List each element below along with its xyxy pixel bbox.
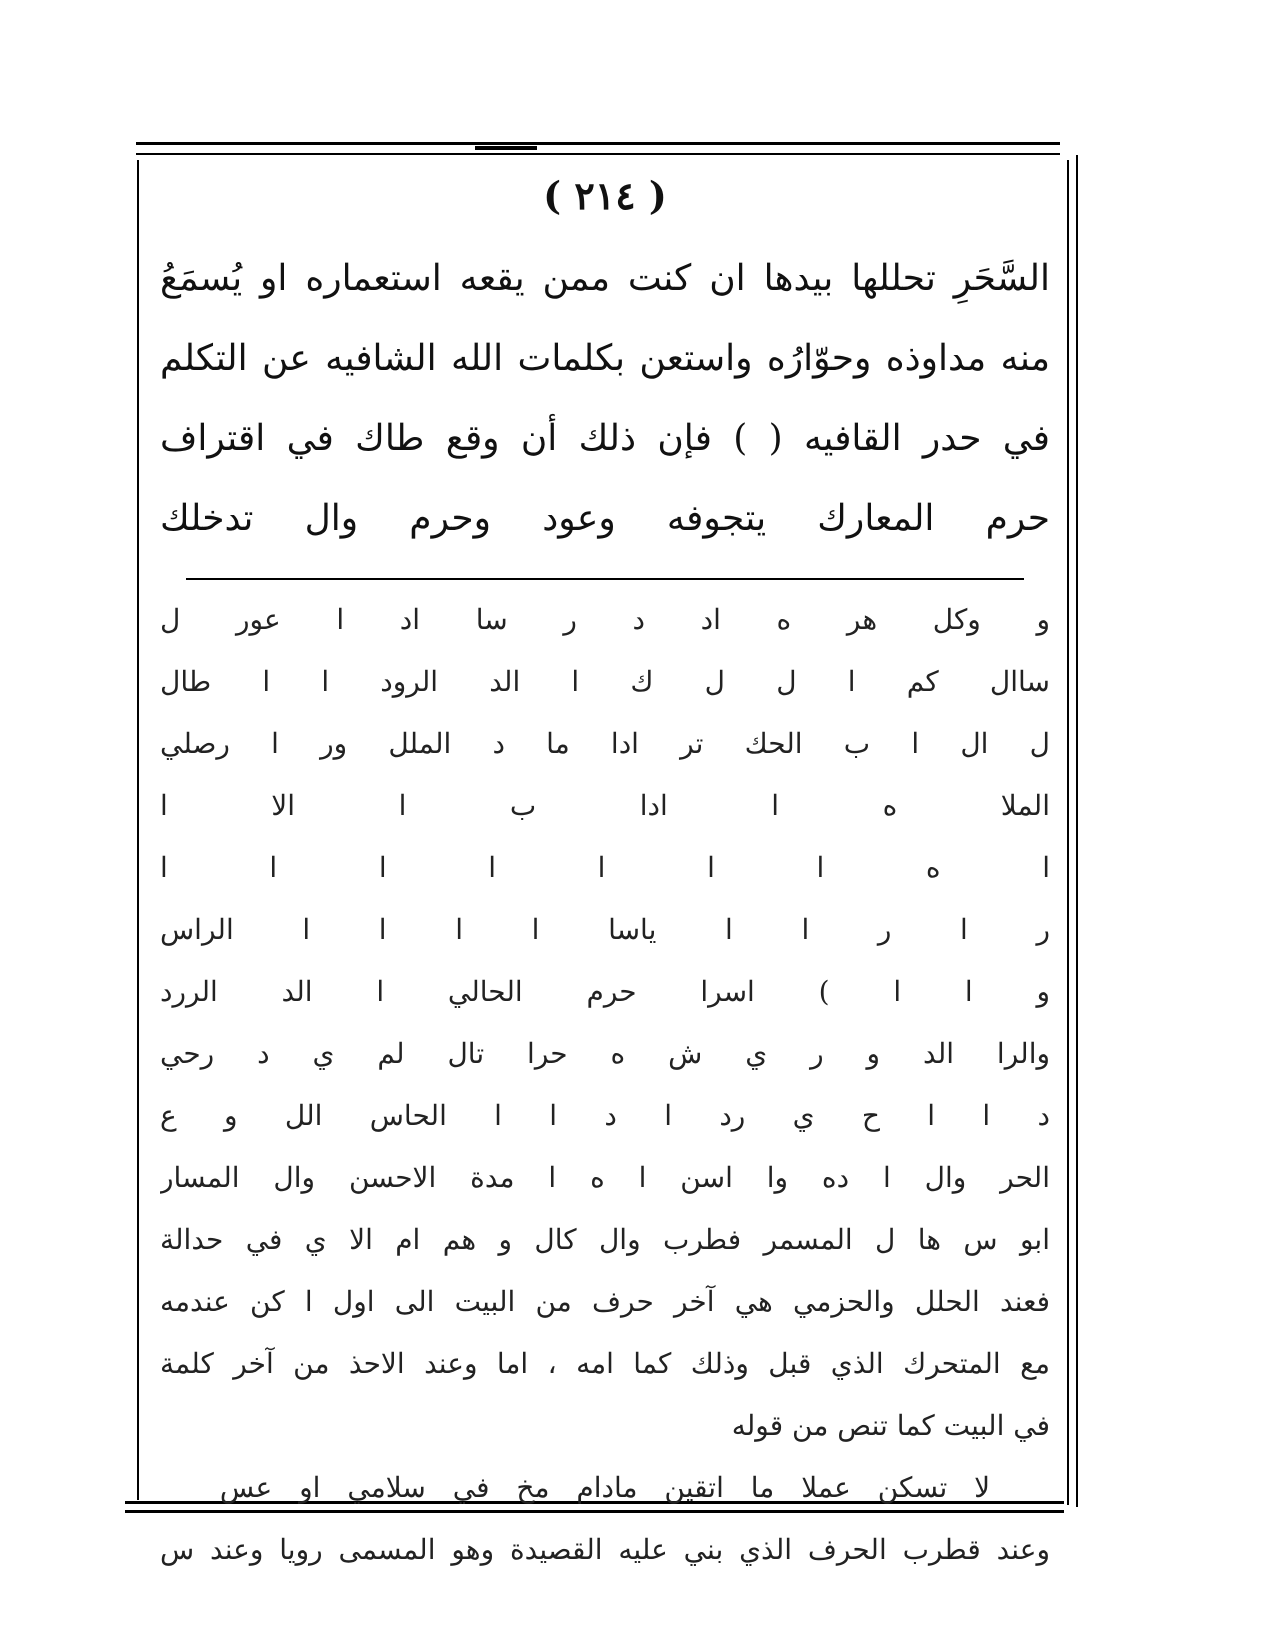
footnote-line: فعند الحلل والحزمي هي آخر حرف من البيت الى اول ا كن عندمه <box>160 1285 1050 1318</box>
main-line: السَّحَرِ تحللها بيدها ان كنت ممن يقعه استعماره او يُسمَعُ <box>160 258 1050 299</box>
footnote-line: ساال كم ا ل ل ك ا الد الرود ا ا طال <box>160 665 1050 698</box>
footnote-line: و وكل هر ه اد د ر سا اد ا عور ل <box>160 603 1050 636</box>
main-line: منه مداوذه وحوّارُه واستعن بكلمات الله الشافيه عن التكلم <box>160 338 1050 379</box>
main-line: حرم المعارك يتجوفه وعود وحرم وال تدخلك <box>160 498 1050 539</box>
footnote-line: في البيت كما تنص من قوله <box>731 1409 1050 1442</box>
top-ornament <box>475 146 537 150</box>
left-border-rule <box>137 160 139 1500</box>
top-border-rule <box>136 142 1060 145</box>
footnote-line: د ا ا ح ي رد ا د ا ا الحاس الل و ع <box>160 1099 1050 1132</box>
right-border-rule-inner <box>1067 160 1069 1505</box>
footnote-line: مع المتحرك الذي قبل وذلك كما امه ، اما وعند الاحذ من آخر كلمة <box>160 1347 1050 1380</box>
footnote-line: الحر وال ا ده وا اسن ا ه ا مدة الاحسن وال المسار <box>160 1161 1050 1194</box>
footnote-verse-line: لا تسكن عملا ما اتقين مادام مخ في سلامي او عس <box>219 1471 991 1504</box>
main-line: في حدر القافيه ( ) فإن ذلك أن وقع طاك في اقتراف <box>160 418 1050 459</box>
footnote-line: ا ه ا ا ا ا ا ا ا <box>160 851 1050 884</box>
footnotes <box>160 589 1050 1581</box>
top-border-rule-inner <box>136 153 1060 155</box>
right-border-rule <box>1076 155 1078 1507</box>
page-number: ( ٢١٤ ) <box>543 173 667 218</box>
main-text <box>160 239 1050 559</box>
footnote-line: ابو س ها ل المسمر فطرب وال كال و هم ام الا ي في حدالة <box>160 1223 1050 1256</box>
footnote-line: ر ا ر ا ا ياسا ا ا ا ا الراس <box>160 913 1050 946</box>
footnote-line: وعند قطرب الحرف الذي بني عليه القصيدة وهو المسمى رويا وعند س <box>160 1533 1050 1566</box>
footnote-line: والرا الد و ر ي ش ه حرا تال لم ي د رحي <box>160 1037 1050 1070</box>
footnote-line: الملا ه ا ادا ب ا الا ا <box>160 789 1050 822</box>
footnote-line: ل ال ا ب الحك تر ادا ما د الملل ور ا رصلي <box>160 727 1050 760</box>
page-content <box>160 165 1050 1566</box>
footnote-line: و ا ا ) اسرا حرم الحالي ا الد الررد <box>160 975 1050 1008</box>
